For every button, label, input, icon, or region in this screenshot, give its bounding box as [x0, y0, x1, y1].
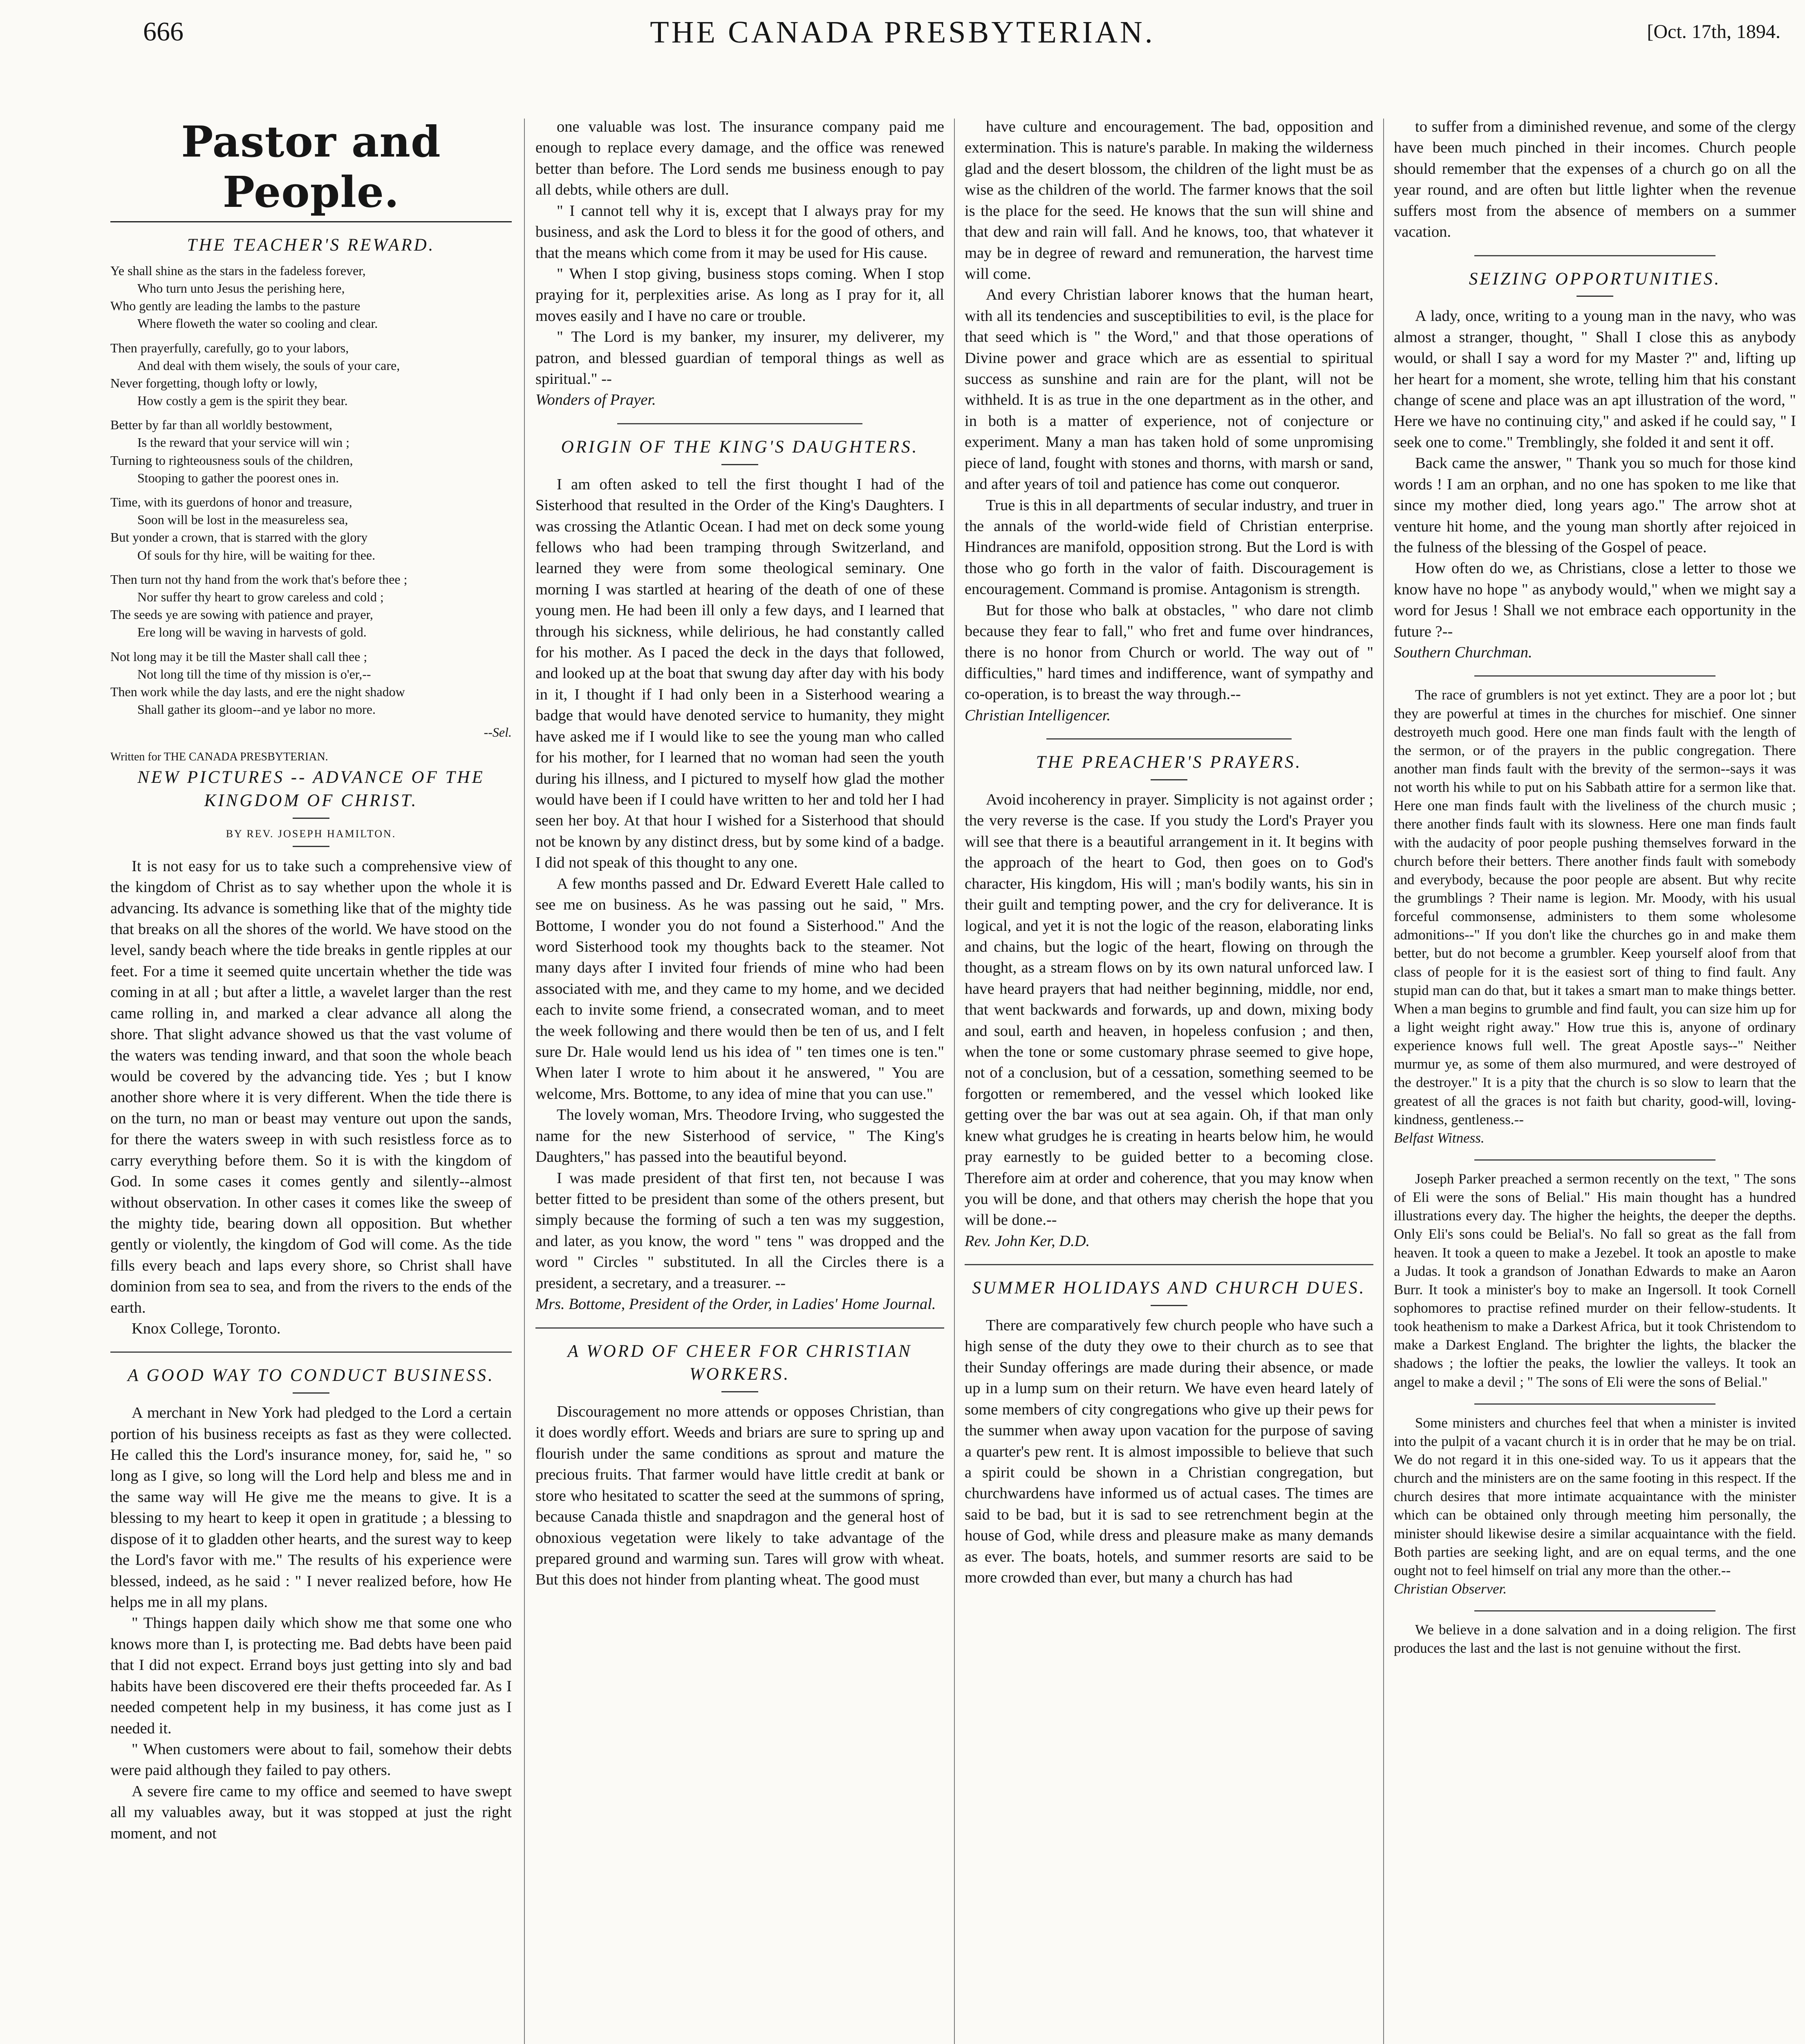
paragraph: The lovely woman, Mrs. Theodore Irving, who suggested the name for the new Sisterhood of service, " The King's Daughters," has passed into the beautiful beyond. [535, 1106, 944, 1166]
paragraph: Some ministers and churches feel that when a minister is invited into the pulpit of a vacant church it is in order that he may be on trial. We do not regard it in this one-sided way. To us it appears that the church and the ministers are on the same footing in this respect. If the church desires that more intimate acquaintance with the minister which can be obtained only through meeting him personally, the minister should likewise desire a similar acquaintance with the field. Both parties are seeking light, and are on equal terms, and the one ought not to feel himself on trial any more than the other.-- [1394, 1414, 1796, 1578]
article-title: NEW PICTURES -- ADVANCE OF THE KINGDOM OF CHRIST. [137, 768, 485, 810]
poem-stanza [110, 339, 512, 410]
poem-line: Then turn not thy hand from the work that's before thee ; [110, 572, 408, 587]
page-header [0, 0, 1805, 123]
paragraph: It is not easy for us to take such a comprehensive view of the kingdom of Christ as to say whether upon the whole it is advancing. Its advance is something like that of the mighty tide that breaks on all the shores of the world. We have stood on the level, sandy beach where the tide breaks in gentle ripples at our feet. For a time it seemed quite uncertain whether the tide was coming in at all ; but after a little, a wavelet larger than the rest came rolling in, and marked a clear advance all along the shore. That slight advance showed us that the vast volume of the waters was tending inward, and that soon the whole beach would be covered by the advancing tide. Yes ; but I know another shore where it is very different. When the tide there is on the turn, no man or beast may venture out upon the sands, for there the waters sweep in with such resistless force as to carry everything before them. So it is with the kingdom of God. In some cases it comes gently and silently--almost without observation. In other cases it comes like the sweep of the mighty tide, bearing down all opposition. But whether gently or violently, the kingdom of God will come. As the tide fills every beach and laps every shore, so Christ shall have dominion from sea to sea, and from the rivers to the ends of the earth. [110, 857, 512, 1316]
poem-line: Ye shall shine as the stars in the fadeless forever, [110, 263, 366, 278]
poem-line: Stooping to gather the poorest ones in. [137, 470, 339, 485]
poem-line: Ere long will be waving in harvests of gold. [137, 625, 367, 640]
poem-stanza [110, 571, 512, 641]
source-credit: Wonders of Prayer. [535, 391, 656, 409]
poem-line: But yonder a crown, that is starred with the glory [110, 530, 368, 545]
article-body [110, 856, 512, 1340]
poem-line: Where floweth the water so cooling and clear. [137, 316, 378, 331]
column-2 [535, 117, 944, 2044]
poem-line: Soon will be lost in the measureless sea, [137, 512, 348, 527]
poem-line: Shall gather its gloom--and ye labor no more. [137, 702, 376, 717]
source-credit: Southern Churchman. [1394, 644, 1532, 661]
poem-line: Of souls for thy hire, will be waiting for thee. [137, 547, 376, 563]
article-body [1394, 1414, 1796, 1580]
paragraph: " When I stop giving, business stops coming. When I stop praying for it, perplexities arise. As long as I pray for it, all moves easily and I have no care or trouble. [535, 265, 944, 325]
byline: BY REV. JOSEPH HAMILTON. [226, 827, 396, 840]
poem-line: Nor suffer thy heart to grow careless and cold ; [137, 589, 384, 604]
column-1 [110, 117, 512, 2044]
column-divider [954, 119, 955, 2044]
paragraph: A lady, once, writing to a young man in the navy, who was almost a stranger, thought, " Shall I close this as anybody would, or shall I say a word for my Master ?" and, lifting up her heart for a moment, she wrote, telling him that his constant change of scene and place was an apt illustration of the word, " Here we have no continuing city," and asked if he could say, " I seek one to come." Tremblingly, she folded it and sent it off. [1394, 307, 1796, 451]
paragraph: How often do we, as Christians, close a letter to those we know have no hope " as anybody would," when we might say a word for Jesus ! Shall we not embrace each opportunity in the future ?-- [1394, 560, 1796, 640]
poem-line: How costly a gem is the spirit they bear. [137, 393, 348, 408]
poem-line: Not long may it be till the Master shall call thee ; [110, 649, 367, 664]
paragraph: Avoid incoherency in prayer. Simplicity is not against order ; the very reverse is the case. If you study the Lord's Prayer you will see that there is a beautiful arrangement in it. It begins with the approach of the heart to God, then goes on to God's character, His kingdom, His will ; man's bodily wants, his sin in their guilt and tempting power, and the cry for deliverance. It is logical, and yet it is not the logic of the reason, elaborating links and chains, but the logic of the heart, flowing on through the thought, as a stream flows on by its own natural unforced law. I have heard prayers that had neither beginning, middle, nor end, that went backwards and forwards, up and down, mixing body and soul, earth and heaven, in hopeless confusion ; and then, when the tone or some customary phrase seemed to give hope, not of a conclusion, but of a cessation, something seemed to be forgotten or remembered, and the vessel which looked like getting over the bar was out at sea again. Oh, if that man only knew what grudges he is creating in hearts below him, he would pray earnestly to be guided better to a becoming close. Therefore aim at order and coherence, that you may know when you will be done, and that others may cherish the hope that you will be done.-- [965, 791, 1373, 1229]
poem-line: Better by far than all worldly bestowment, [110, 417, 332, 433]
column-3 [965, 117, 1373, 2044]
poem-title: THE TEACHER'S REWARD. [187, 235, 435, 255]
column-divider [524, 119, 525, 2044]
paragraph: Knox College, Toronto. [132, 1320, 281, 1338]
poem-line: Then prayerfully, carefully, go to your labors, [110, 340, 349, 355]
column-divider [1383, 119, 1384, 2044]
paragraph: one valuable was lost. The insurance company paid me enough to replace every damage, and the office was renewed better than before. The Lord sends me business enough to pay all debts, while others are dull. [535, 118, 944, 199]
paragraph: A merchant in New York had pledged to the Lord a certain portion of his business receipts as fast as they were collected. He called this the Lord's insurance money, for, said he, " so long as I give, so long will the Lord help and bless me and in the same way will He give me the means to give. It is a blessing to my heart to keep it open in gratitude ; a blessing to dispose of it to gladden other hearts, and the surest way to keep the Lord's favor with me." The results of his experience were blessed, indeed, as he said : " I never realized before, how He helps me in all my plans. [110, 1404, 512, 1611]
article-body [535, 1401, 944, 1591]
written-for-note: Written for THE CANADA PRESBYTERIAN. [110, 751, 328, 764]
paragraph: A few months passed and Dr. Edward Everett Hale called to see me on business. As he was passing out he said, " Mrs. Bottome, I wonder you do not found a Sisterhood." And the word Sisterhood took my thoughts back to the steamer. Not many days after I invited four friends of mine who had been associated with me, and they came to my home, and we decided each to invite some friend, a consecrated woman, and to meet the week following and there would then be ten of us, and I felt sure Dr. Hale would lend us his idea of " ten times one is ten." When later I wrote to him about it he answered, " You are welcome, Mrs. Bottome, to any idea of mine that you can use." [535, 875, 944, 1103]
paragraph: to suffer from a diminished revenue, and some of the clergy have been much pinched in their incomes. Church people should remember that the expenses of a church go on all the year round, and are often but little lighter when the revenue suffers most from the absence of members on a summer vacation. [1394, 118, 1796, 241]
paragraph: Back came the answer, " Thank you so much for those kind words ! I am an orphan, and no one has spoken to me like that since my mother died, long years ago." The arrow shot at venture hit home, and the young man shortly after rejoiced in the fulness of the blessing of the Gospel of peace. [1394, 455, 1796, 556]
masthead-title: THE CANADA PRESBYTERIAN. [650, 15, 1155, 49]
paragraph: There are comparatively few church people who have such a high sense of the duty they owe to their church as to see that their Sunday offerings are made during their absence, or made up in a lump sum on their return. We have even heard lately of some members of city congregations who give up their pews for the summer when away upon vacation for the purpose of saving a quarter's pew rent. It is almost impossible to believe that such a spirit could be shown in a Christian congregation, but churchwardens have informed us of actual cases. The times are said to be bad, but it is sad to see retrenchment begin at the house of God, while dress and pleasure make as many demands as ever. The boats, hotels, and summer resorts are said to be more crowded than ever, but many a church has had [965, 1317, 1373, 1587]
article-title: A WORD OF CHEER FOR CHRISTIAN WORKERS. [567, 1341, 912, 1384]
paragraph: " The Lord is my banker, my insurer, my deliverer, my patron, and blessed guardian of temporal things as well as spiritual." -- [535, 328, 944, 388]
poem-line: Turning to righteousness souls of the children, [110, 453, 353, 468]
article-title: ORIGIN OF THE KING'S DAUGHTERS. [561, 437, 919, 457]
paragraph: The race of grumblers is not yet extinct. They are a poor lot ; but they are powerful at times in the churches for mischief. One sinner destroyeth much good. Here one man finds fault with the length of the sermon, or of the prayers in the public congregation. There another man finds fault with the brevity of the sermon--says it was not worth his while to put on his Sabbath attire for a sermon like that. Here one man finds fault with the liveliness of the church music ; there another finds fault with its slowness. Here one man finds fault with the audacity of poor people pushing themselves forward in the church before their betters. There another finds fault with somebody and everybody, because the poor people are absent. But why recite the grumblings ? Their name is legion. Mr. Moody, with his usual forceful commonsense, administers to them some wholesome admonitions--" If you don't like the churches go in and make them better, but do not become a grumbler. Keep yourself aloof from that class of people for it is the easiest sort of thing to find fault. Any stupid man can do that, but it takes a smart man to make things better. When a man begins to grumble and find fault, you can size him up for a light weight right away." How true this is, anyone of ordinary experience knows full well. The great Apostle says--" Neither murmur ye, as some of them also murmured, and were destroyed of the destroyer." It is a pity that the church is so slow to learn that the greatest of all the graces is not faith but charity, good-will, loving-kindness, gentleness.-- [1394, 687, 1796, 1127]
paragraph: A severe fire came to my office and seemed to have swept all my valuables away, but it was stopped at just the right moment, and not [110, 1782, 512, 1842]
paragraph: " Things happen daily which show me that some one who knows more than I, is protecting me. Bad debts have been paid that I did not expect. Errand boys just getting into sly and bad habits have been discovered ere their thefts proceeded far. As I needed competent help in my business, it has come just as I needed it. [110, 1614, 512, 1737]
paragraph: I was made president of that first ten, not because I was better fitted to be president than some of the others present, but simply because the forming of such a ten was my suggestion, and later, as you know, the word " tens " was dropped and the word " Circles " substituted. In all the Circles there is a president, a secretary, and a treasurer. -- [535, 1169, 944, 1292]
poem-line: Not long till the time of thy mission is o'er,-- [137, 666, 371, 681]
article-body [535, 117, 944, 390]
poem-line: Then work while the day lasts, and ere the night shadow [110, 684, 405, 699]
article-title: THE PREACHER'S PRAYERS. [1036, 753, 1302, 772]
poem-line: The seeds ye are sowing with patience and prayer, [110, 607, 373, 622]
paragraph: have culture and encouragement. The bad, opposition and extermination. This is nature's parable. In making the wilderness glad and the desert blossom, the children of the light must be as wise as the children of the world. The farmer knows that the soil is the place for the seed. He knows that the sun will shine and that dew and rain will fall. And he knows, too, that whatever it may be in degree of reward and remuneration, the harvest time will come. [965, 118, 1373, 282]
paragraph: I am often asked to tell the first thought I had of the Sisterhood that resulted in the Order of the King's Daughters. I was crossing the Atlantic Ocean. I had met on deck some young fellows who had been tramping through Switzerland, and learned they were from some theological seminary. One morning I was startled at hearing of the death of one of these young men. He had been ill only a few days, and I learned that through his sickness, while delirious, he had constantly called for his mother. As I paced the deck in the days that followed, and looked up at the boat that swung day after day with his body in it, I thought if I had only been in a Sisterhood wearing a badge that would have denoted service to humanity, they might have asked me if I would like to see the young man who called for his mother, for I learned that no woman had seen the youth during his illness, and I pictured to myself how glad the mother would have been if I could have written to her and told her I had seen her boy. At that hour I wished for a Sisterhood that should not be known by any distinct dress, but by some kind of a badge. I did not speak of this thought to any one. [535, 475, 944, 872]
column-4 [1394, 117, 1796, 2044]
poem-line: And deal with them wisely, the souls of your care, [137, 358, 400, 373]
article-title: SUMMER HOLIDAYS AND CHURCH DUES. [972, 1278, 1366, 1298]
poem-line: Is the reward that your service will win ; [137, 435, 349, 450]
poem-stanza [110, 648, 512, 719]
article-body [535, 474, 944, 1294]
source-credit: Christian Intelligencer. [965, 706, 1111, 724]
paragraph: Discouragement no more attends or opposes Christian, than it does wordly effort. Weeds and briars are sure to spring up and flourish under the same conditions as sprout and mature the precious fruits. That farmer would have little credit at bank or store who hesitated to scatter the seed at the summons of spring, because Canada thistle and snapdragon and the general host of obnoxious vegetation were likely to take advantage of the prepared ground and warming sun. Tares will grow with wheat. But this does not hinder from planting wheat. The good must [535, 1403, 944, 1589]
source-credit: Belfast Witness. [1394, 1130, 1485, 1146]
paragraph: " I cannot tell why it is, except that I always pray for my business, and ask the Lord to bless it for the good of others, and that the means which come from it may be used for His cause. [535, 202, 944, 262]
source-credit: Christian Observer. [1394, 1580, 1507, 1597]
poem-line: Time, with its guerdons of honor and treasure, [110, 495, 352, 509]
poem-line: Who turn unto Jesus the perishing here, [137, 280, 345, 296]
article-body [1394, 686, 1796, 1128]
article-body [965, 1315, 1373, 1588]
paragraph: True is this in all departments of secular industry, and truer in the annals of the world-wide field of Christian enterprise. Hindrances are manifold, opposition strong. But the Lord is with those who go forth in the valor of faith. Discouragement is encouragement. Command is promise. Antagonism is strength. [965, 496, 1373, 598]
paragraph: And every Christian laborer knows that the human heart, with all its tendencies and susceptibilities to evil, is the place for that seed which is " the Word," and that those operations of Divine power and grace which are as essential to spiritual success as sunshine and rain are for the plant, will not be withheld. It is as true in the one department as in the other, and in both is a matter of experience, not of conjecture or experiment. Many a man has taken hold of some unpromising piece of land, fought with stones and thorns, with marsh or sand, and after years of toil and patience has come out conqueror. [965, 286, 1373, 493]
issue-date: [Oct. 17th, 1894. [1647, 21, 1780, 43]
paragraph: We believe in a done salvation and in a doing religion. The first produces the last and the last is not genuine without the first. [1394, 1622, 1796, 1656]
poem-line: Never forgetting, though lofty or lowly, [110, 375, 318, 390]
source-credit: Mrs. Bottome, President of the Order, in Ladies' Home Journal. [535, 1295, 936, 1313]
article-body [1394, 306, 1796, 642]
poem-stanza [110, 416, 512, 487]
article-title: A GOOD WAY TO CONDUCT BUSINESS. [128, 1366, 495, 1385]
paragraph: Joseph Parker preached a sermon recently on the text, " The sons of Eli were the sons of Belial." His main thought has a hundred illustrations every day. The higher the heights, the deeper the depths. Only Eli's sons could be Belial's. No fall so great as the fall from heaven. It took a queen to make a Jezebel. It took an apostle to make a Judas. It took a grandson of Jonathan Edwards to make an Aaron Burr. It took a minister's boy to make an Ingersoll. It took Cornell sophomores to practise refined murder on their fellow-students. It took heathenism to make a Darkest Africa, but it took Christendom to make a Darkest England. The brighter the lights, the blacker the shadows ; the loftier the peaks, the lowlier the valleys. It took an angel to make a devil ; " The sons of Eli were the sons of Belial." [1394, 1170, 1796, 1390]
poem-line: Who gently are leading the lambs to the pasture [110, 298, 361, 314]
article-body [110, 1403, 512, 1844]
poem-stanza [110, 493, 512, 564]
article-title: SEIZING OPPORTUNITIES. [1469, 269, 1721, 289]
poem-attribution: --Sel. [484, 725, 512, 740]
poem-stanza [110, 262, 512, 333]
paragraph: " When customers were about to fail, somehow their debts were paid although they failed to pay others. [110, 1740, 512, 1779]
paragraph: But for those who balk at obstacles, " who dare not climb because they fear to fall," who fret and fume over hindrances, there is no honor from Church or world. The way out of " difficulties," hard times and indifference, want of sympathy and co-operation, is to breast the way through.-- [965, 601, 1373, 703]
article-body [1394, 1170, 1796, 1391]
section-title: Pastor and People. [110, 117, 512, 222]
source-credit: Rev. John Ker, D.D. [965, 1232, 1090, 1250]
poem [110, 262, 512, 719]
article-body [1394, 1620, 1796, 1657]
article-body [965, 117, 1373, 705]
page-number: 666 [143, 17, 184, 47]
article-body [1394, 117, 1796, 243]
article-body [965, 789, 1373, 1231]
